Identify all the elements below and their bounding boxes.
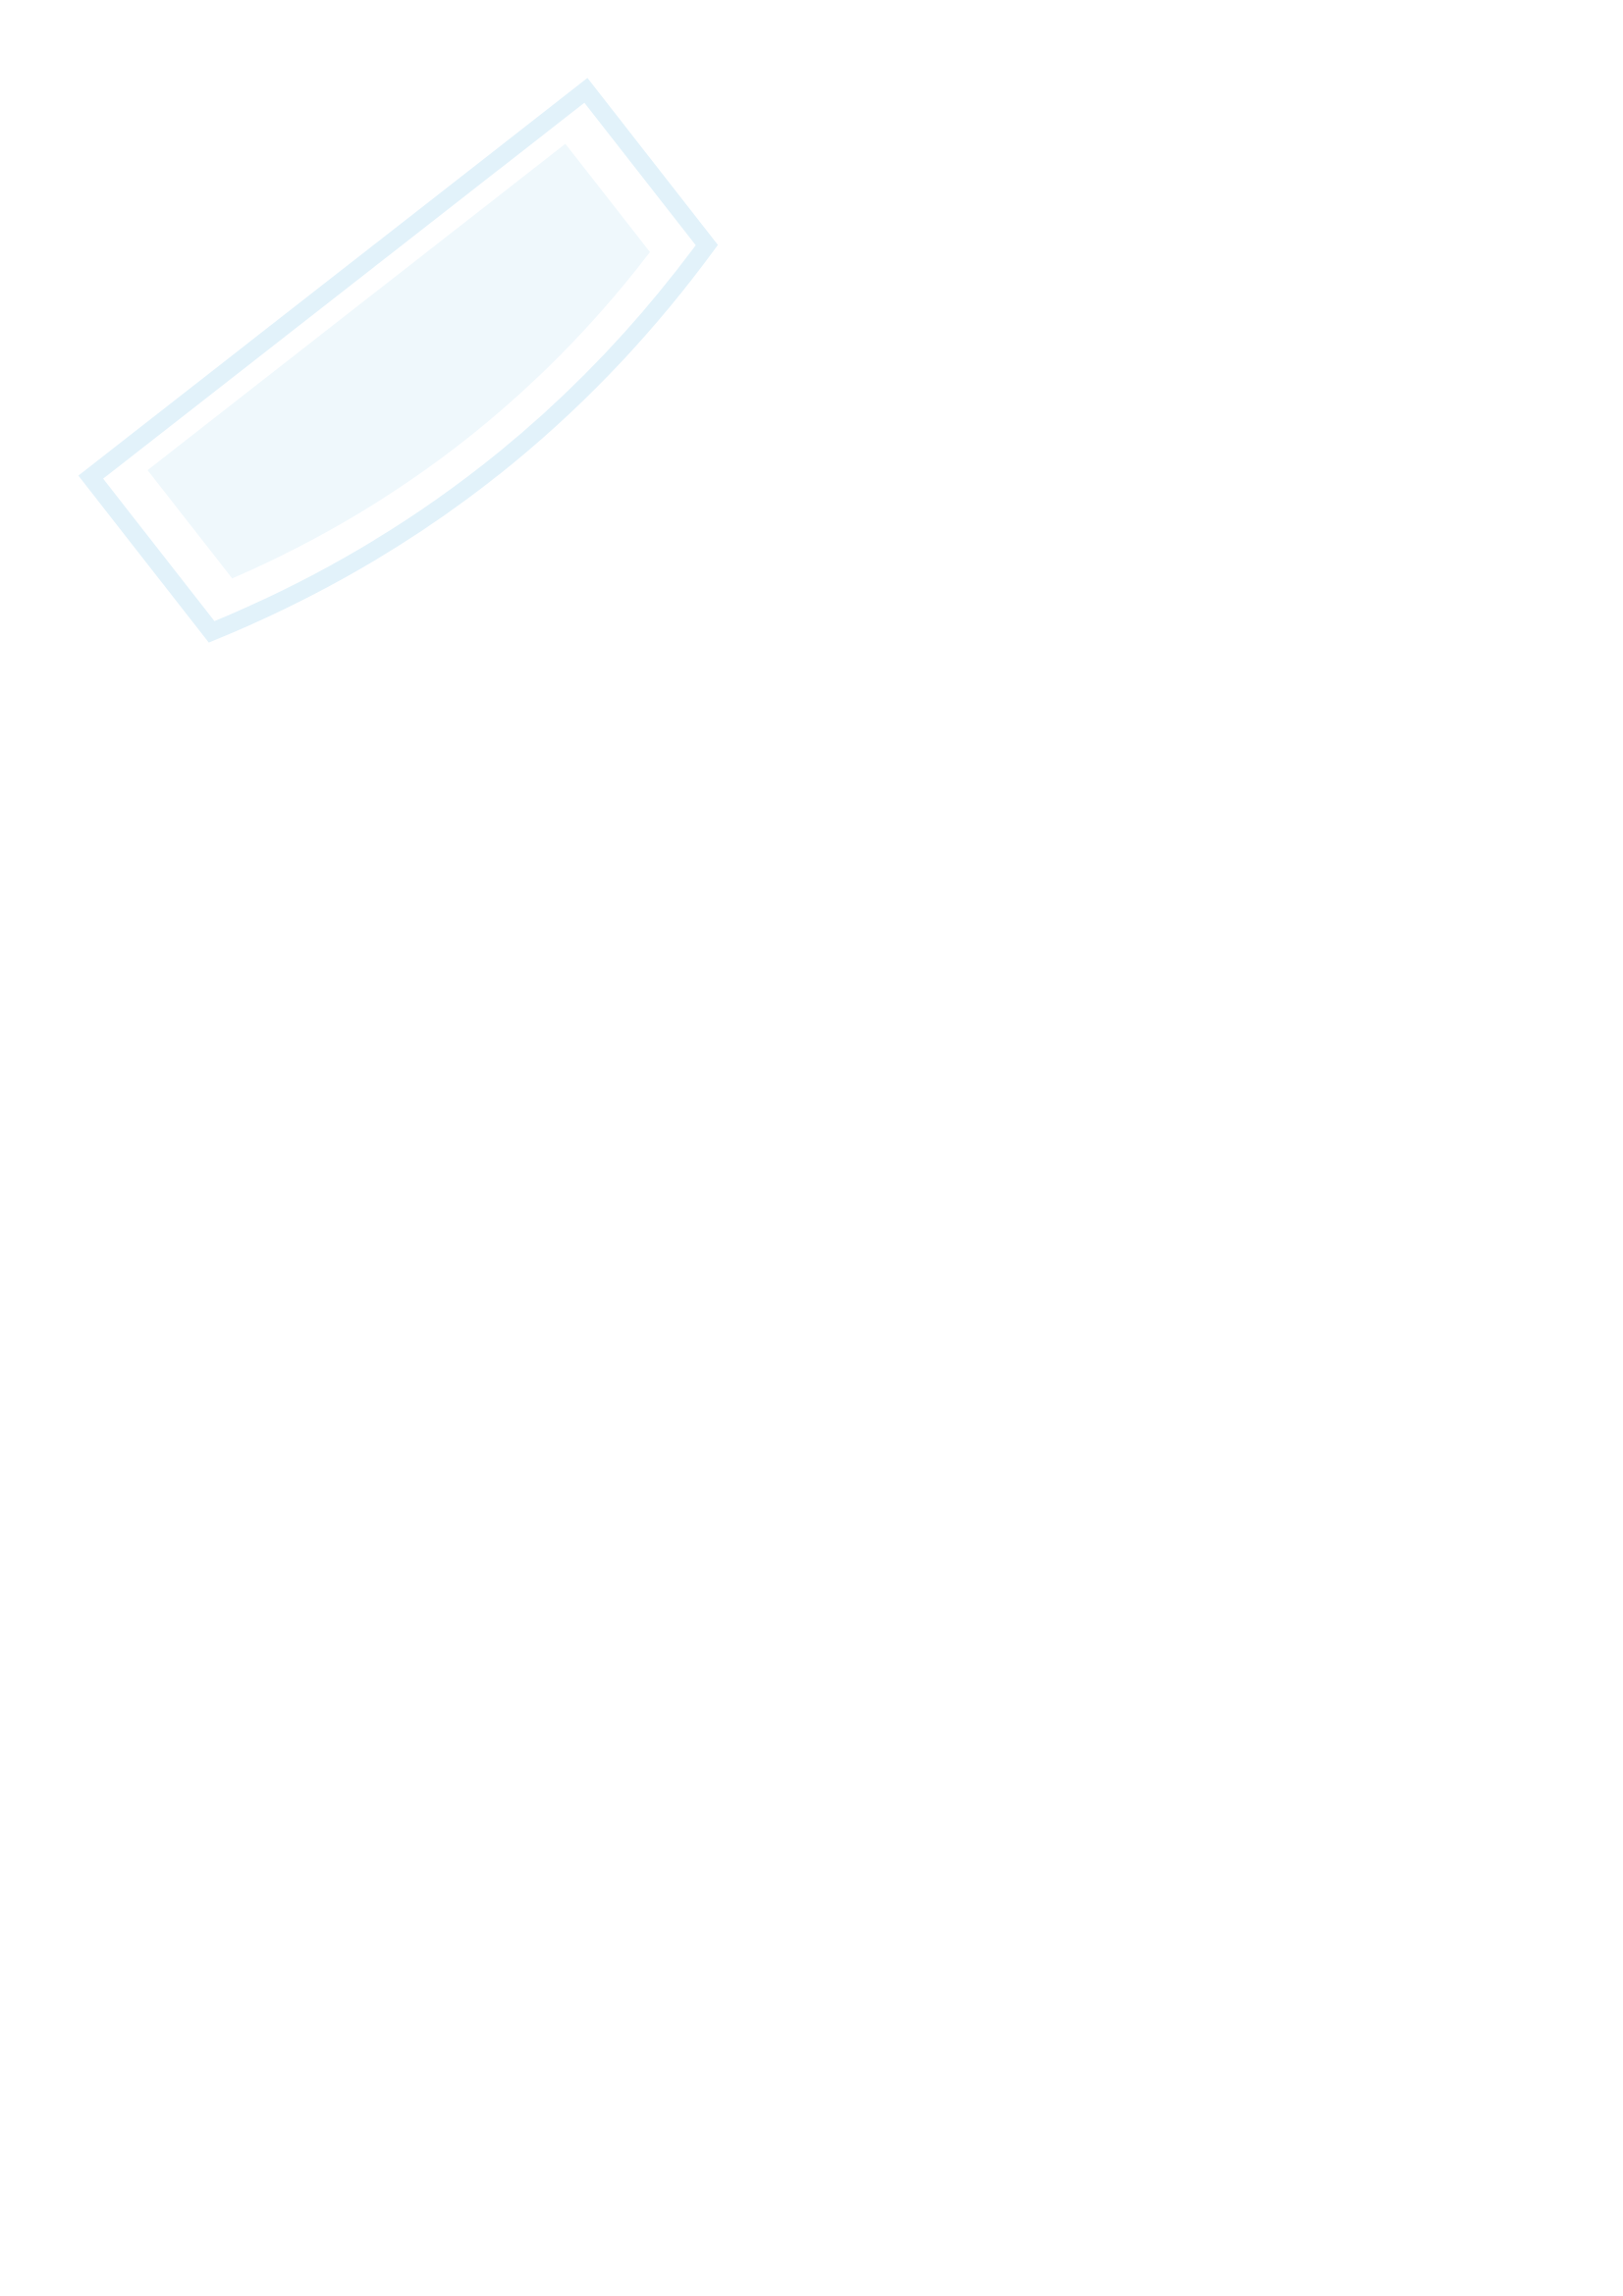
- watermark-logo: [20, 39, 766, 667]
- watermark-shield-icon: [90, 90, 733, 667]
- document-body: [154, 188, 1480, 212]
